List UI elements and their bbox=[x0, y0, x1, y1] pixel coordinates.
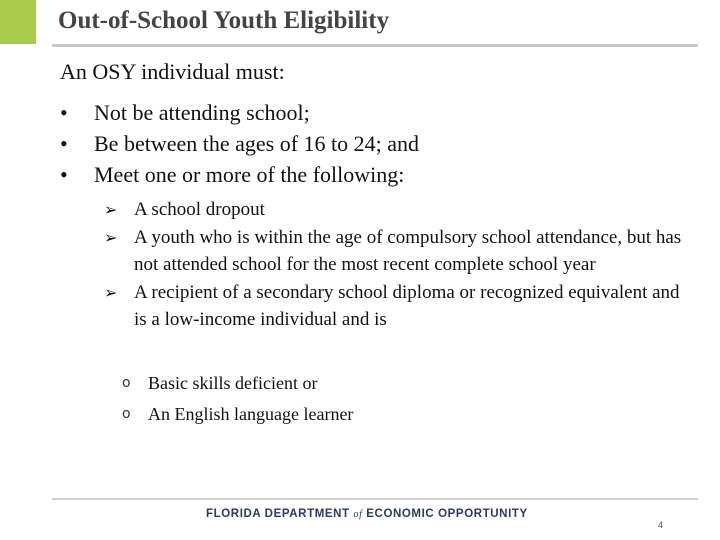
list-item-text: A recipient of a secondary school diploma or recognized equivalent and is a low-income individual and is bbox=[134, 281, 680, 330]
bullet-icon: • bbox=[60, 131, 68, 156]
circle-bullet-icon: o bbox=[122, 375, 131, 391]
requirements-list bbox=[60, 97, 419, 190]
list-item-text: A school dropout bbox=[134, 199, 265, 220]
logo-text-part2: ECONOMIC OPPORTUNITY bbox=[366, 508, 528, 520]
list-item bbox=[104, 224, 684, 279]
accent-bar bbox=[0, 0, 36, 44]
title-divider bbox=[52, 44, 698, 47]
department-logo bbox=[206, 508, 528, 520]
criteria-list bbox=[104, 196, 684, 334]
list-item-text: Be between the ages of 16 to 24; and bbox=[94, 131, 420, 156]
logo-text-part1: FLORIDA DEPARTMENT bbox=[206, 508, 350, 520]
list-item bbox=[60, 128, 419, 159]
list-item-text: An English language learner bbox=[148, 404, 354, 424]
conditions-list bbox=[122, 368, 353, 430]
lead-text: An OSY individual must: bbox=[60, 59, 285, 84]
circle-bullet-icon: o bbox=[122, 406, 131, 422]
list-item bbox=[122, 399, 353, 430]
arrow-bullet-icon: ➢ bbox=[104, 200, 118, 219]
list-item bbox=[104, 279, 684, 334]
bullet-icon: • bbox=[60, 162, 68, 187]
list-item bbox=[60, 159, 419, 190]
list-item-text: Not be attending school; bbox=[94, 100, 310, 125]
footer-divider bbox=[52, 498, 698, 500]
list-item-text: Basic skills deficient or bbox=[148, 373, 318, 393]
list-item-text: A youth who is within the age of compulsory school attendance, but has not attended school for the most recent complete school year bbox=[134, 226, 682, 275]
slide-title: Out-of-School Youth Eligibility bbox=[58, 7, 390, 34]
logo-text-of: of bbox=[353, 509, 363, 520]
list-item bbox=[60, 97, 419, 128]
page-number: 4 bbox=[658, 520, 664, 530]
bullet-icon: • bbox=[60, 100, 68, 125]
list-item bbox=[122, 368, 353, 399]
arrow-bullet-icon: ➢ bbox=[104, 227, 118, 247]
arrow-bullet-icon: ➢ bbox=[104, 282, 118, 302]
list-item-text: Meet one or more of the following: bbox=[94, 162, 405, 187]
list-item bbox=[104, 196, 684, 224]
